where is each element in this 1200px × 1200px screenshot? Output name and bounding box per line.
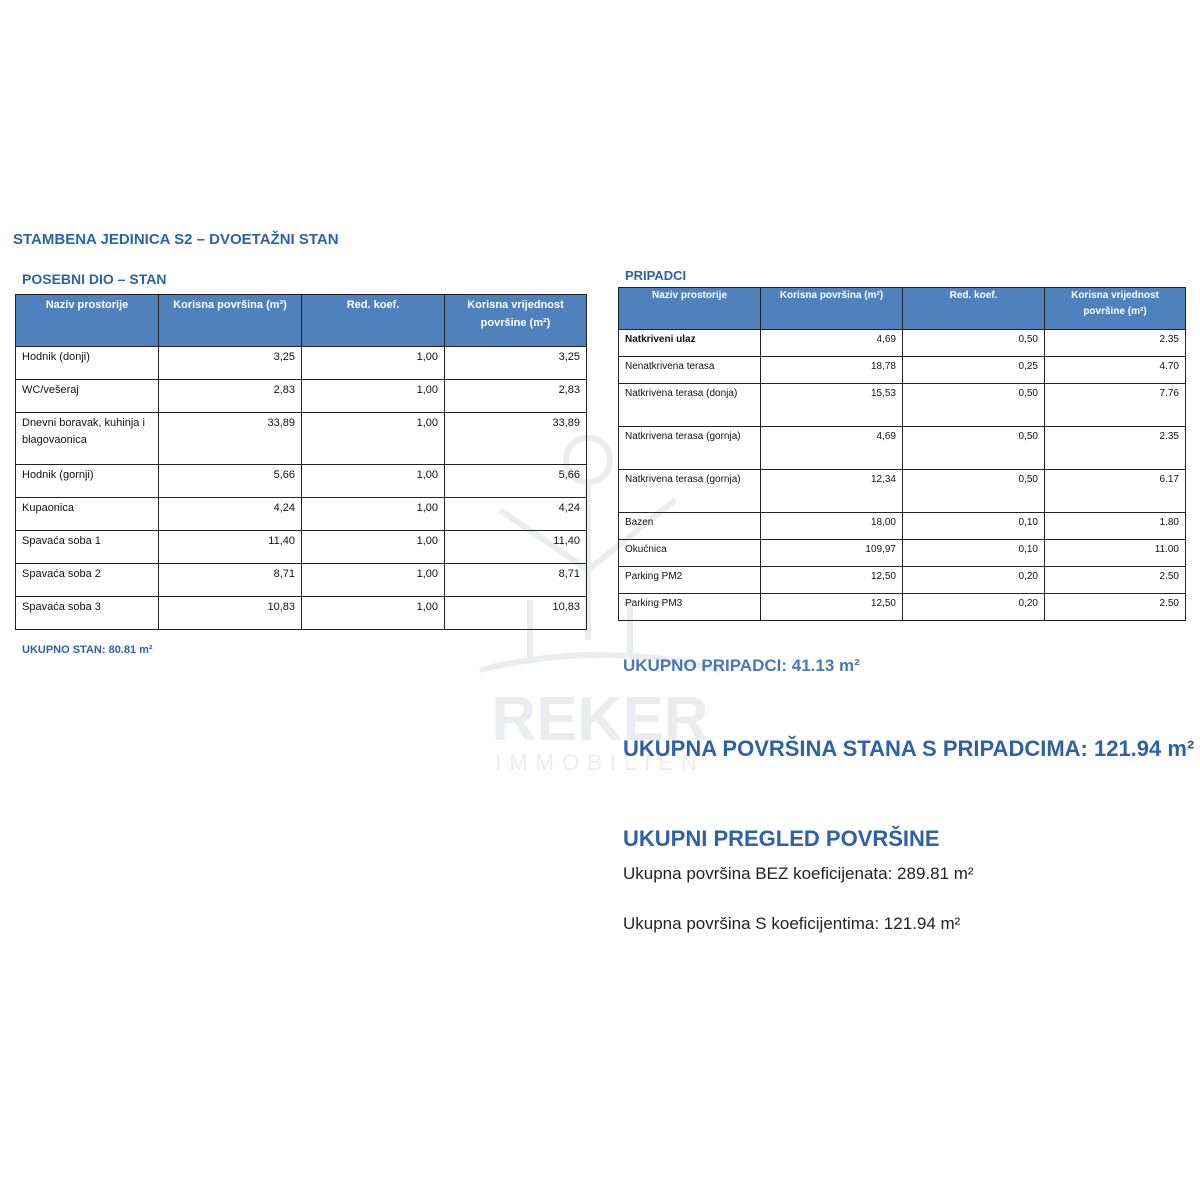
room-value: 2.35 [1045, 330, 1186, 357]
room-name: Parking PM2 [619, 567, 761, 594]
room-area: 4,24 [159, 498, 302, 531]
room-coef: 0,50 [903, 330, 1045, 357]
column-header: Red. koef. [903, 288, 1045, 330]
room-area: 33,89 [159, 413, 302, 465]
room-name: Okućnica [619, 540, 761, 567]
column-header: Korisna vrijednost površine (m²) [1045, 288, 1186, 330]
room-name: Natkrivena terasa (gornja) [619, 470, 761, 513]
room-name: Dnevni boravak, kuhinja i blagovaonica [16, 413, 159, 465]
room-area: 12,50 [761, 567, 903, 594]
column-header: Korisna površina (m²) [761, 288, 903, 330]
room-value: 2.50 [1045, 567, 1186, 594]
room-coef: 1,00 [302, 413, 445, 465]
room-coef: 0,20 [903, 594, 1045, 621]
column-header: Korisna površina (m²) [159, 295, 302, 347]
room-value: 10,83 [445, 597, 587, 630]
table-row [619, 513, 1186, 540]
room-value: 6.17 [1045, 470, 1186, 513]
room-area: 5,66 [159, 465, 302, 498]
column-header: Red. koef. [302, 295, 445, 347]
room-area: 4,69 [761, 427, 903, 470]
stan-table [15, 294, 587, 630]
room-coef: 0,10 [903, 540, 1045, 567]
room-area: 15,53 [761, 384, 903, 427]
room-coef: 1,00 [302, 380, 445, 413]
table-row [619, 427, 1186, 470]
room-value: 2.35 [1045, 427, 1186, 470]
room-area: 8,71 [159, 564, 302, 597]
room-coef: 0,50 [903, 384, 1045, 427]
room-coef: 0,25 [903, 357, 1045, 384]
watermark-sub: IMMOBILIEN [495, 750, 705, 775]
room-coef: 1,00 [302, 347, 445, 380]
room-name: Hodnik (donji) [16, 347, 159, 380]
room-coef: 1,00 [302, 564, 445, 597]
room-name: Spavaća soba 3 [16, 597, 159, 630]
room-area: 12,34 [761, 470, 903, 513]
room-coef: 1,00 [302, 531, 445, 564]
watermark-brand: REKER [491, 685, 709, 754]
column-header: Naziv prostorije [16, 295, 159, 347]
table-row [16, 564, 587, 597]
table-row [619, 567, 1186, 594]
column-header: Naziv prostorije [619, 288, 761, 330]
room-area: 3,25 [159, 347, 302, 380]
table-header-row [16, 295, 587, 347]
room-value: 1.80 [1045, 513, 1186, 540]
room-value: 11,40 [445, 531, 587, 564]
room-coef: 0,10 [903, 513, 1045, 540]
stan-heading: POSEBNI DIO – STAN [22, 271, 167, 287]
table-row [16, 531, 587, 564]
room-value: 2,83 [445, 380, 587, 413]
pripadci-total: UKUPNO PRIPADCI: 41.13 m² [623, 656, 860, 675]
table-row [16, 498, 587, 531]
overview-title: UKUPNI PREGLED POVRŠINE [623, 826, 940, 851]
room-name: WC/vešeraj [16, 380, 159, 413]
pripadci-table [618, 287, 1186, 621]
room-name: Natkrivena terasa (gornja) [619, 427, 761, 470]
room-area: 10,83 [159, 597, 302, 630]
room-value: 11.00 [1045, 540, 1186, 567]
room-name: Kupaonica [16, 498, 159, 531]
room-name: Parking PM3 [619, 594, 761, 621]
room-name: Spavaća soba 1 [16, 531, 159, 564]
room-area: 11,40 [159, 531, 302, 564]
room-area: 18,00 [761, 513, 903, 540]
table-row [16, 380, 587, 413]
room-name: Hodnik (gornji) [16, 465, 159, 498]
room-value: 3,25 [445, 347, 587, 380]
grand-total: UKUPNA POVRŠINA STANA S PRIPADCIMA: 121.94 m² [623, 736, 1195, 761]
room-value: 2.50 [1045, 594, 1186, 621]
overview-without-coefficients: Ukupna površina BEZ koeficijenata: 289.81 m² [623, 864, 974, 883]
room-coef: 1,00 [302, 597, 445, 630]
table-row [16, 347, 587, 380]
table-row [619, 384, 1186, 427]
table-row [619, 594, 1186, 621]
room-coef: 1,00 [302, 498, 445, 531]
room-coef: 0,50 [903, 427, 1045, 470]
room-name: Nenatkrivena terasa [619, 357, 761, 384]
overview-with-coefficients: Ukupna površina S koeficijentima: 121.94 m² [623, 914, 961, 933]
table-row [619, 357, 1186, 384]
table-row [619, 330, 1186, 357]
room-value: 8,71 [445, 564, 587, 597]
room-name: Natkriveni ulaz [619, 330, 761, 357]
room-coef: 0,20 [903, 567, 1045, 594]
room-name: Spavaća soba 2 [16, 564, 159, 597]
stan-total: UKUPNO STAN: 80.81 m² [22, 644, 153, 656]
room-value: 4,24 [445, 498, 587, 531]
room-area: 2,83 [159, 380, 302, 413]
room-area: 109,97 [761, 540, 903, 567]
room-coef: 1,00 [302, 465, 445, 498]
table-row [16, 597, 587, 630]
table-row [16, 465, 587, 498]
pripadci-heading: PRIPADCI [625, 268, 687, 283]
page-title: STAMBENA JEDINICA S2 – DVOETAŽNI STAN [13, 231, 339, 248]
room-area: 4,69 [761, 330, 903, 357]
table-header-row [619, 288, 1186, 330]
table-row [16, 413, 587, 465]
room-coef: 0,50 [903, 470, 1045, 513]
room-name: Bazen [619, 513, 761, 540]
room-area: 18,78 [761, 357, 903, 384]
room-value: 7.76 [1045, 384, 1186, 427]
table-row [619, 470, 1186, 513]
room-value: 5,66 [445, 465, 587, 498]
room-name: Natkrivena terasa (donja) [619, 384, 761, 427]
room-value: 4.70 [1045, 357, 1186, 384]
room-area: 12,50 [761, 594, 903, 621]
table-row [619, 540, 1186, 567]
room-value: 33,89 [445, 413, 587, 465]
column-header: Korisna vrijednost površine (m²) [445, 295, 587, 347]
